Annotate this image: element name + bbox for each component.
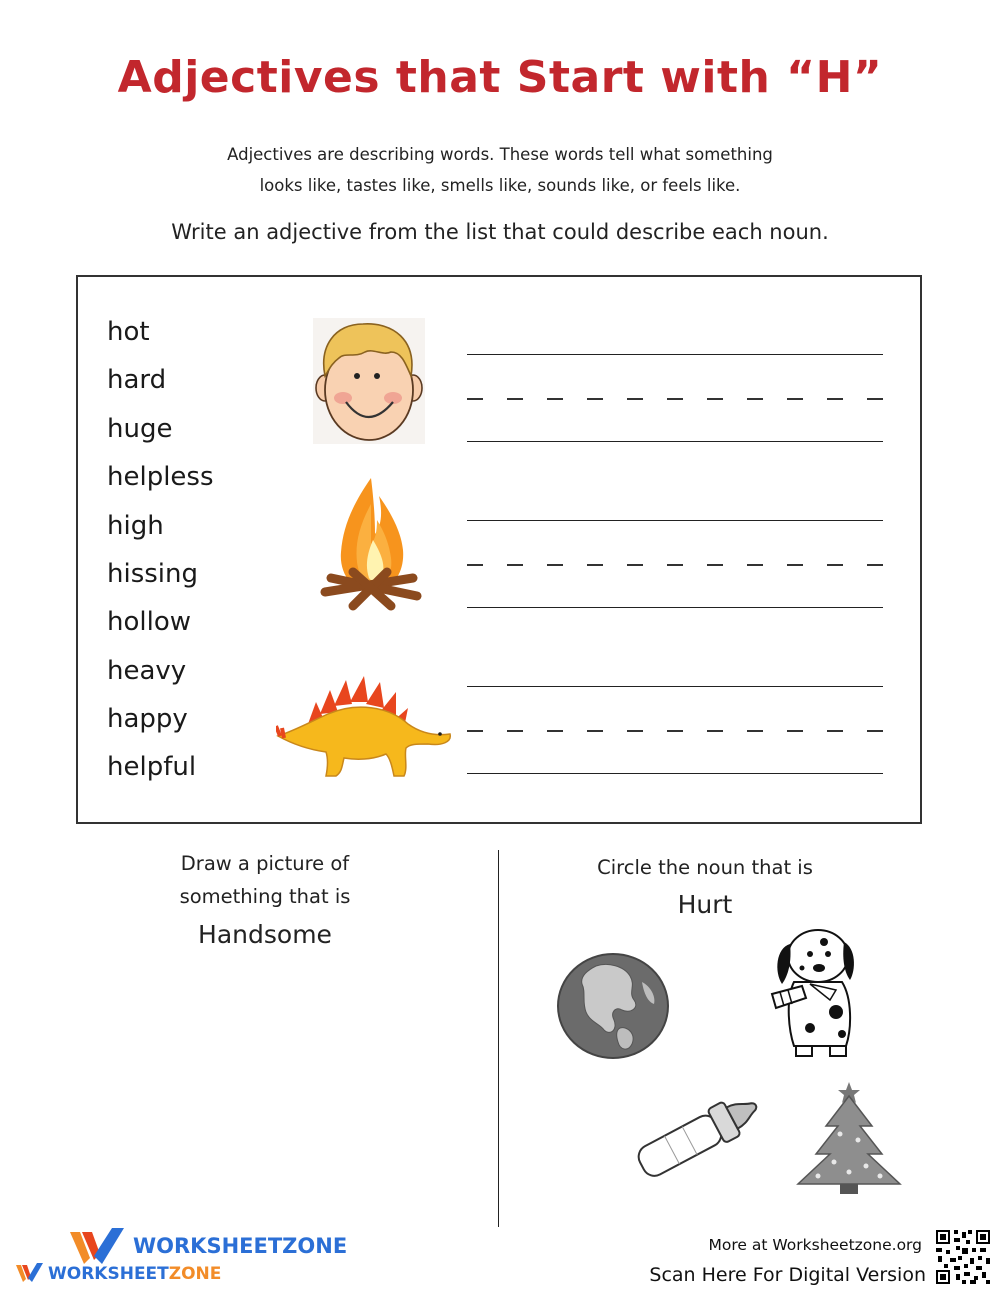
stegosaurus-icon	[276, 672, 454, 782]
answer-line-base	[467, 607, 883, 608]
circle-target-word: Hurt	[677, 890, 733, 919]
circle-prompt: Circle the noun that is	[597, 856, 813, 879]
answer-line-mid	[467, 564, 883, 566]
more-link[interactable]: More at Worksheetzone.org	[708, 1236, 922, 1254]
boy-face-icon	[313, 318, 425, 444]
exercise-box	[76, 275, 922, 824]
word-item: heavy	[107, 656, 187, 686]
answer-line-top[interactable]	[467, 520, 883, 521]
scan-caption: Scan Here For Digital Version	[649, 1264, 926, 1286]
brand-name-small: WORKSHEETZONE	[48, 1264, 222, 1284]
worksheetzone-logo-icon	[66, 1226, 130, 1266]
page-title: Adjectives that Start with “H”	[117, 52, 883, 103]
answer-line-mid	[467, 730, 883, 732]
worksheetzone-logo-small-icon	[14, 1262, 46, 1284]
brand-name: WORKSHEETZONE	[133, 1234, 348, 1258]
word-item: hard	[107, 365, 167, 395]
word-item: helpful	[107, 752, 197, 782]
answer-line-top[interactable]	[467, 686, 883, 687]
globe-icon[interactable]	[556, 952, 670, 1060]
answer-line-base	[467, 441, 883, 442]
word-item: hollow	[107, 607, 192, 637]
injured-puppy-icon[interactable]	[766, 928, 858, 1060]
draw-target-word: Handsome	[198, 920, 332, 949]
answer-line-top[interactable]	[467, 354, 883, 355]
answer-line-base	[467, 773, 883, 774]
word-item: helpless	[107, 462, 214, 492]
intro-line-1: Adjectives are describing words. These words tell what something	[227, 145, 773, 164]
intro-line-2: looks like, tastes like, smells like, sounds like, or feels like.	[259, 176, 741, 195]
campfire-icon	[313, 474, 429, 614]
word-item: huge	[107, 414, 173, 444]
word-item: happy	[107, 704, 188, 734]
qr-code-icon[interactable]	[934, 1228, 992, 1286]
section-divider	[498, 850, 499, 1227]
word-item: hissing	[107, 559, 198, 589]
word-item: high	[107, 511, 164, 541]
instruction: Write an adjective from the list that could describe each noun.	[171, 220, 829, 244]
christmas-tree-icon[interactable]	[788, 1078, 910, 1198]
draw-prompt-line-1: Draw a picture of	[180, 852, 350, 875]
answer-line-mid	[467, 398, 883, 400]
baby-bottle-icon[interactable]	[628, 1084, 768, 1186]
draw-prompt-line-2: something that is	[179, 885, 351, 908]
word-item: hot	[107, 317, 150, 347]
